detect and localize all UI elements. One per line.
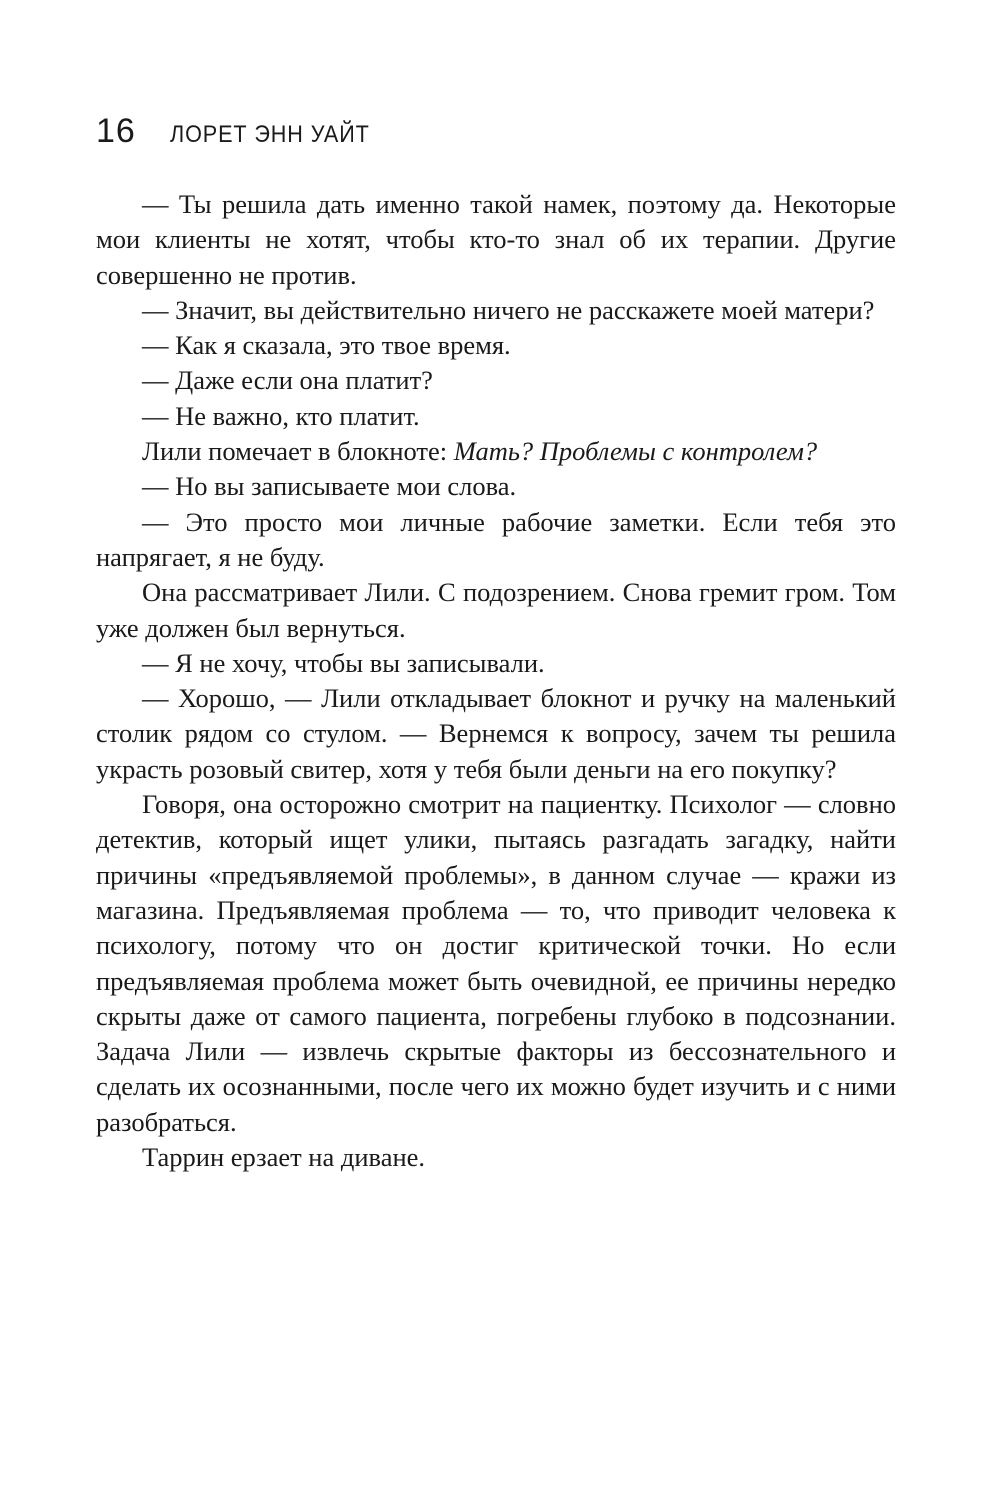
paragraph-6-text: Лили помечает в блокноте: — [142, 436, 454, 467]
paragraph-11: — Хорошо, — Лили откладывает блокнот и ручку на маленький столик рядом со стулом. — Вернемся к вопросу, зачем ты решила украсть розовый свитер, хотя у тебя были деньги на его покупку? — [96, 683, 896, 784]
body-text — [96, 187, 896, 1175]
paragraph-5: — Не важно, кто платит. — [142, 400, 420, 431]
paragraph-8: — Это просто мои личные рабочие заметки. Если тебя это напрягает, я не буду. — [96, 506, 896, 572]
paragraph-4: — Даже если она платит? — [142, 365, 433, 396]
running-head-author: ЛОРЕТ ЭНН УАЙТ — [169, 121, 370, 148]
page-number: 16 — [96, 112, 136, 150]
paragraph-6 — [96, 434, 896, 469]
page-header — [96, 112, 392, 151]
paragraph-10: — Я не хочу, чтобы вы записывали. — [142, 647, 545, 678]
paragraph-1: — Ты решила дать именно такой намек, поэтому да. Некоторые мои клиенты не хотят, чтобы кто-то знал об их терапии. Другие совершенно не против. — [96, 189, 896, 290]
paragraph-2: — Значит, вы действительно ничего не расскажете моей матери? — [142, 294, 875, 325]
paragraph-7: — Но вы записываете мои слова. — [142, 471, 517, 502]
paragraph-13: Таррин ерзает на диване. — [142, 1142, 426, 1173]
paragraph-3: — Как я сказала, это твое время. — [142, 330, 511, 361]
paragraph-9: Она рассматривает Лили. С подозрением. Снова гремит гром. Том уже должен был вернуться. — [96, 577, 896, 643]
paragraph-6-italic-note: Мать? Проблемы с контролем? — [453, 436, 818, 467]
paragraph-12: Говоря, она осторожно смотрит на пациентку. Психолог — словно детектив, который ищет улики, пытаясь разгадать загадку, найти причины «предъявляемой проблемы», в данном случае — кражи из магазина. Предъявляемая проблема — то, что приводит человека к психологу, потому что он достиг критической точки. Но если предъявляемая проблема может быть очевидной, ее причины нередко скрыты даже от самого пациента, погребены глубоко в подсознании. Задача Лили — извлечь скрытые факторы из бессознательного и сделать их осознанными, после чего их можно будет изучить и с ними разобраться. — [96, 789, 896, 1137]
